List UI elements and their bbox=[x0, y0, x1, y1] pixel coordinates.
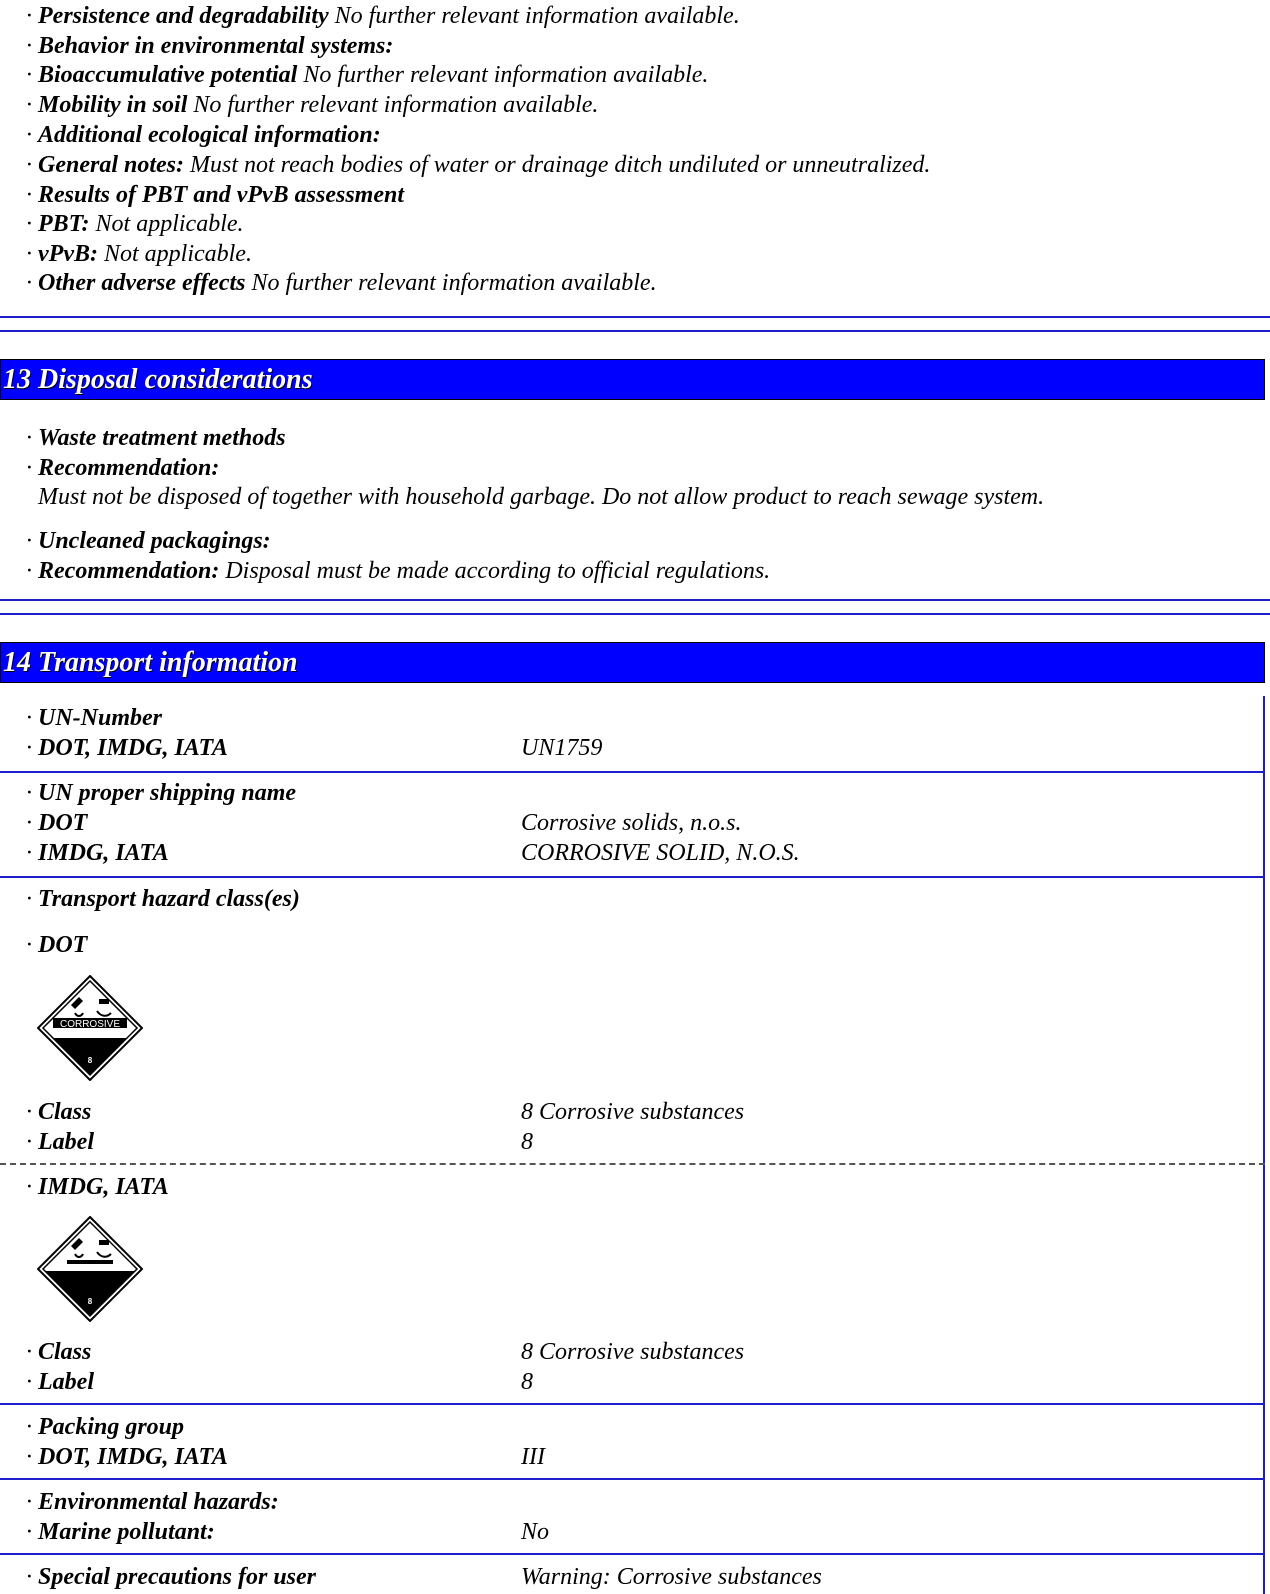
ecology-item: · PBT: Not applicable. bbox=[26, 211, 244, 237]
dot-label: · DOT bbox=[26, 932, 88, 958]
shipping-dot-label: · DOT bbox=[26, 810, 88, 836]
corrosive-dot-pictogram-icon bbox=[37, 975, 143, 1081]
row-divider bbox=[0, 876, 1265, 878]
packing-group-label: · Packing group bbox=[26, 1414, 185, 1440]
row-divider bbox=[0, 1553, 1265, 1555]
dot-label-label: · Label bbox=[26, 1129, 94, 1155]
pictogram-text: CORROSIVE bbox=[59, 1019, 121, 1030]
ecology-item: · Mobility in soil No further relevant information available. bbox=[26, 92, 599, 118]
pictogram-number: 8 bbox=[87, 1056, 93, 1065]
dot-class-value: 8 Corrosive substances bbox=[521, 1099, 745, 1125]
ecology-item-value: No further relevant information available. bbox=[328, 3, 740, 29]
ecology-item-label: Mobility in soil bbox=[38, 92, 188, 118]
imdg-class-label: · Class bbox=[26, 1339, 92, 1365]
ecology-item-label: Results of PBT and vPvB assessment bbox=[38, 182, 405, 208]
marine-pollutant-value: No bbox=[521, 1519, 550, 1545]
hazard-class-label: · Transport hazard class(es) bbox=[26, 886, 300, 912]
ecology-item-value: No further relevant information available. bbox=[297, 62, 709, 88]
ecology-item-value: Not applicable. bbox=[97, 241, 252, 267]
ecology-item: · Results of PBT and vPvB assessment bbox=[26, 182, 405, 208]
packaging-recommendation: · Recommendation: Disposal must be made according to official regulations. bbox=[26, 558, 771, 584]
ecology-item-value: Must not reach bodies of water or drainage ditch undiluted or unneutralized. bbox=[184, 152, 931, 178]
ecology-item-label: Bioaccumulative potential bbox=[38, 62, 298, 88]
section-14-header bbox=[0, 642, 1265, 683]
dot-label-value: 8 bbox=[521, 1129, 533, 1155]
ecology-item: · Behavior in environmental systems: bbox=[26, 33, 394, 59]
ecology-item-label: Other adverse effects bbox=[38, 270, 246, 296]
ecology-item: · Additional ecological information: bbox=[26, 122, 381, 148]
pictogram-number: 8 bbox=[87, 1297, 93, 1306]
recommendation-label: · Recommendation: bbox=[26, 455, 220, 481]
imdg-label-value: 8 bbox=[521, 1369, 533, 1395]
ecology-item-label: Behavior in environmental systems: bbox=[38, 33, 394, 59]
row-divider bbox=[0, 771, 1265, 773]
imdg-label: · IMDG, IATA bbox=[26, 1174, 169, 1200]
un-number-value: UN1759 bbox=[521, 735, 603, 761]
section-divider bbox=[0, 613, 1270, 615]
imdg-class-value: 8 Corrosive substances bbox=[521, 1339, 745, 1365]
section-divider bbox=[0, 316, 1270, 318]
ecology-item: · Other adverse effects No further relevant information available. bbox=[26, 270, 657, 296]
shipping-dot-value: Corrosive solids, n.o.s. bbox=[521, 810, 742, 836]
section-13-header bbox=[0, 359, 1265, 400]
ecology-item-label: Additional ecological information: bbox=[38, 122, 381, 148]
packing-group-value: III bbox=[521, 1444, 545, 1470]
section-divider bbox=[0, 330, 1270, 332]
imdg-label-label: · Label bbox=[26, 1369, 94, 1395]
marine-pollutant-label: · Marine pollutant: bbox=[26, 1519, 215, 1545]
dot-class-label: · Class bbox=[26, 1099, 92, 1125]
packing-group-modes: · DOT, IMDG, IATA bbox=[26, 1444, 228, 1470]
un-number-modes: · DOT, IMDG, IATA bbox=[26, 735, 228, 761]
ecology-item: · Persistence and degradability No further relevant information available. bbox=[26, 3, 740, 29]
ecology-item-value: Not applicable. bbox=[89, 211, 244, 237]
ecology-item-value: No further relevant information available. bbox=[245, 270, 657, 296]
uncleaned-packagings: · Uncleaned packagings: bbox=[26, 528, 271, 554]
special-precautions-label: · Special precautions for user bbox=[26, 1564, 317, 1590]
shipping-name-label: · UN proper shipping name bbox=[26, 780, 297, 806]
ecology-item-label: vPvB: bbox=[38, 241, 98, 267]
ecology-item: · Bioaccumulative potential No further relevant information available. bbox=[26, 62, 709, 88]
waste-treatment-methods: · Waste treatment methods bbox=[26, 425, 286, 451]
ecology-item-label: General notes: bbox=[38, 152, 184, 178]
un-number-label: · UN-Number bbox=[26, 705, 162, 731]
shipping-imdg-label: · IMDG, IATA bbox=[26, 840, 169, 866]
shipping-imdg-value: CORROSIVE SOLID, N.O.S. bbox=[521, 840, 800, 866]
ecology-item-label: Persistence and degradability bbox=[38, 3, 329, 29]
environmental-hazards-label: · Environmental hazards: bbox=[26, 1489, 279, 1515]
section-13-title: 13 Disposal considerations bbox=[3, 364, 313, 395]
row-divider bbox=[0, 1403, 1265, 1405]
ecology-item-label: PBT: bbox=[38, 211, 90, 237]
section-divider bbox=[0, 599, 1270, 601]
recommendation-text: Must not be disposed of together with household garbage. Do not allow product to reach sewage system. bbox=[38, 484, 1045, 510]
corrosive-imdg-pictogram-icon bbox=[37, 1216, 143, 1322]
ecology-item-value: No further relevant information available. bbox=[187, 92, 599, 118]
section-14-title: 14 Transport information bbox=[3, 647, 298, 678]
ecology-item: · vPvB: Not applicable. bbox=[26, 241, 252, 267]
dashed-divider bbox=[0, 1163, 1265, 1165]
ecology-item: · General notes: Must not reach bodies of water or drainage ditch undiluted or unneutralized. bbox=[26, 152, 931, 178]
row-divider bbox=[0, 1478, 1265, 1480]
special-precautions-value: Warning: Corrosive substances bbox=[521, 1564, 822, 1590]
